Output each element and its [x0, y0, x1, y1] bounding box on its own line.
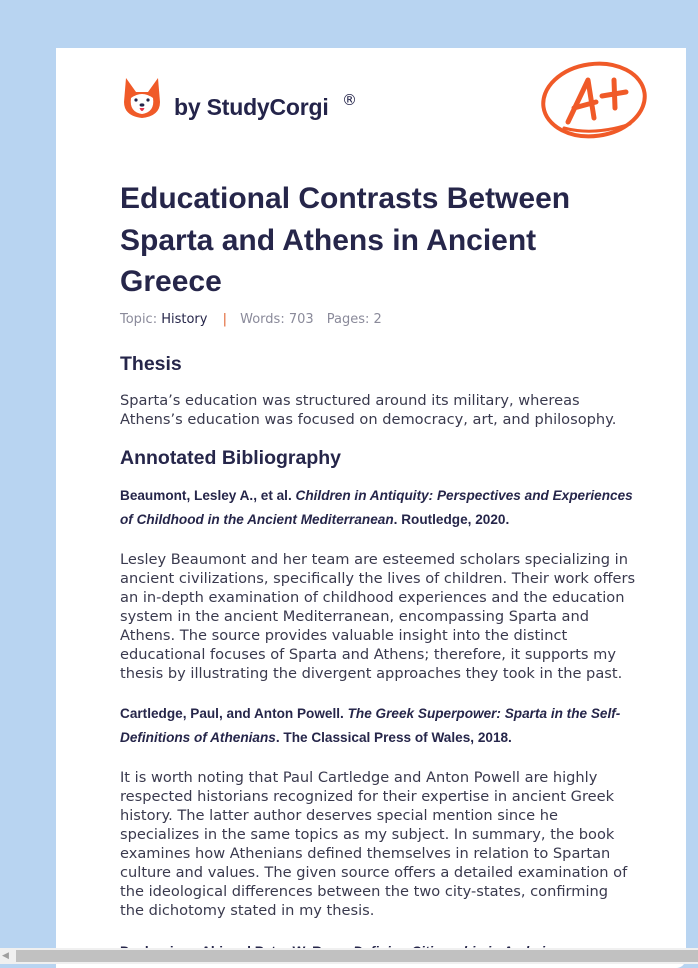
brand-name: by StudyCorgi — [174, 94, 329, 120]
thesis-text: Sparta’s education was structured around its military, whereas Athens’s education was focused on democracy, art, and philosophy. — [120, 392, 617, 428]
topic-label: Topic: — [120, 312, 158, 327]
studycorgi-logo[interactable] — [122, 76, 162, 120]
citation-work-title: Children in Antiquity: Perspectives and Experiences of Childhood in the Ancient Mediterranean — [120, 488, 633, 527]
citation-authors: Cartledge, Paul, and Anton Powell. — [120, 706, 344, 721]
bibliography-heading: Annotated Bibliography — [120, 447, 341, 469]
corgi-logo-icon — [122, 76, 162, 120]
scrollbar-thumb[interactable] — [16, 950, 698, 962]
citation-1: Beaumont, Lesley A., et al. Children in Antiquity: Perspectives and Experiences of Childhood in the Ancient Mediterranean. Routledge, 2020. — [120, 488, 633, 527]
scroll-left-arrow-icon[interactable]: ◀ — [2, 951, 9, 961]
citation-publisher: Routledge, 2020. — [401, 512, 510, 527]
page-count: Pages: 2 — [326, 312, 382, 327]
meta-separator: | — [222, 312, 227, 327]
citation-work-title: The Greek Superpower: Sparta in the Self-Definitions of Athenians — [120, 706, 621, 745]
document-card — [56, 48, 686, 968]
word-count: Words: 703 — [240, 312, 314, 327]
a-plus-icon — [538, 58, 650, 142]
citation-publisher: The Classical Press of Wales, 2018. — [283, 730, 512, 745]
citation-2: Cartledge, Paul, and Anton Powell. The Greek Superpower: Sparta in the Self-Definitions of Athenians. The Classical Press of Wales, 2018. — [120, 706, 621, 745]
thesis-heading: Thesis — [120, 353, 182, 375]
registered-mark: ® — [342, 91, 357, 109]
horizontal-scrollbar[interactable] — [0, 948, 698, 964]
citation-authors: Beaumont, Lesley A., et al. — [120, 488, 292, 503]
a-plus-grade-badge — [538, 58, 650, 146]
topic-value[interactable]: History — [161, 312, 208, 327]
document-title: Educational Contrasts Between Sparta and Athens in Ancient Greece — [120, 182, 571, 298]
annotation-1: Lesley Beaumont and her team are esteemed scholars specializing in ancient civilizations, specifically the lives of children. Their work offers an in-depth examination of childhood experiences and the education system in the ancient Mediterranean, encompassing Sparta and Athens. The source provides valuable insight into the distinct educational focuses of Sparta and Athens; therefore, it supports my thesis by illustrating the divergent approaches they took in the past. — [120, 551, 636, 682]
annotation-2: It is worth noting that Paul Cartledge and Anton Powell are highly respected historians recognized for their expertise in ancient Greek history. The latter author deserves special mention since he specializes in the same topics as my subject. In summary, the book examines how Athenians defined themselves in relation to Spartan culture and values. The given source offers a detailed examination of the ideological differences between the two city-states, confirming the dichotomy stated in my thesis. — [120, 769, 628, 919]
document-meta — [120, 312, 382, 327]
